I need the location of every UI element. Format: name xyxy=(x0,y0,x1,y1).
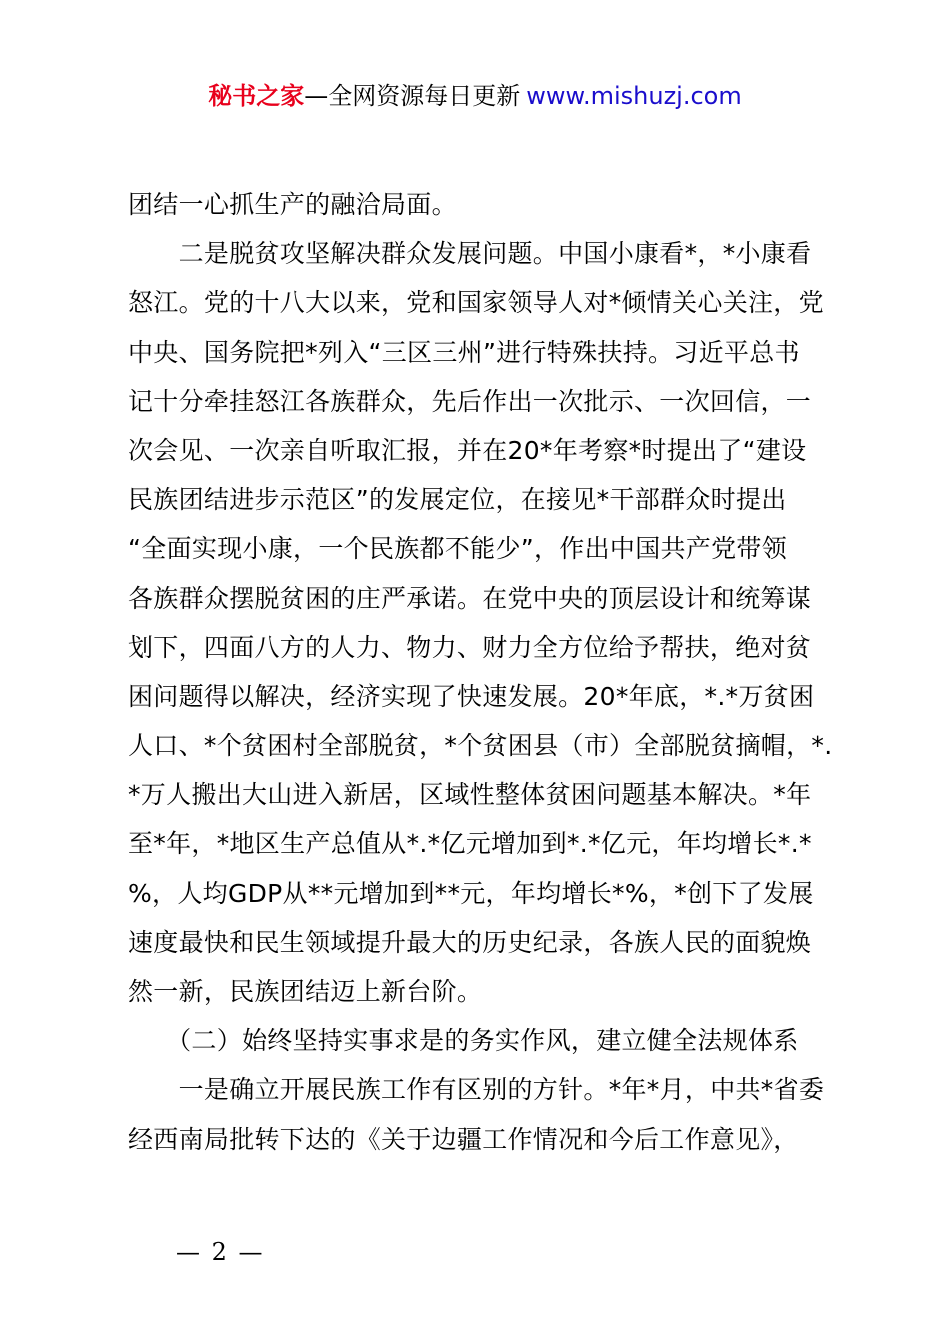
body-line: 人口、*个贫困村全部脱贫，*个贫困县（市）全部脱贫摘帽，*. xyxy=(128,731,833,761)
site-tagline: —全网资源每日更新 xyxy=(304,82,521,110)
body-line: 记十分牵挂怒江各族群众，先后作出一次批示、一次回信，一 xyxy=(128,386,812,416)
body-line: 次会见、一次亲自听取汇报，并在20*年考察*时提出了“建设 xyxy=(128,435,807,465)
body-line: “全面实现小康，一个民族都不能少”，作出中国共产党带领 xyxy=(128,534,788,564)
body-line: 民族团结进步示范区”的发展定位，在接见*干部群众时提出 xyxy=(128,485,787,515)
body-line: 各族群众摆脱贫困的庄严承诺。在党中央的顶层设计和统筹谋 xyxy=(128,583,812,613)
site-header xyxy=(0,80,950,112)
body-line: 然一新，民族团结迈上新台阶。 xyxy=(128,977,483,1006)
body-line: 速度最快和民生领域提升最大的历史纪录，各族人民的面貌焕 xyxy=(128,927,812,957)
body-line: *万人搬出大山进入新居，区域性整体贫困问题基本解决。*年 xyxy=(128,780,812,810)
body-line: 至*年，*地区生产总值从*.*亿元增加到*.*亿元，年均增长*.* xyxy=(128,829,812,859)
body-line: 经西南局批转下达的《关于边疆工作情况和今后工作意见》， xyxy=(128,1124,799,1154)
body-line: 划下，四面八方的人力、物力、财力全方位给予帮扶，绝对贫 xyxy=(128,632,812,662)
site-url-link[interactable]: www.mishuzj.com xyxy=(526,82,742,110)
body-line: 团结一心抓生产的融洽局面。 xyxy=(128,190,457,219)
body-line: 困问题得以解决，经济实现了快速发展。20*年底，*.*万贫困 xyxy=(128,681,815,711)
body-line: 中央、国务院把*列入“三区三州”进行特殊扶持。习近平总书 xyxy=(128,337,800,367)
body-line: 怒江。党的十八大以来，党和国家领导人对*倾情关心关注，党 xyxy=(128,288,824,318)
body-line: 一是确立开展民族工作有区别的方针。*年*月，中共*省委 xyxy=(128,1075,825,1105)
document-body xyxy=(128,180,833,1164)
site-brand: 秘书之家 xyxy=(208,82,305,110)
section-heading: （二）始终坚持实事求是的务实作风，建立健全法规体系 xyxy=(128,1026,799,1056)
page-number: — 2 — xyxy=(176,1238,265,1266)
body-line: %，人均GDP从**元增加到**元，年均增长*%，*创下了发展 xyxy=(128,878,814,908)
body-line: 二是脱贫攻坚解决群众发展问题。中国小康看*，*小康看 xyxy=(128,239,812,269)
